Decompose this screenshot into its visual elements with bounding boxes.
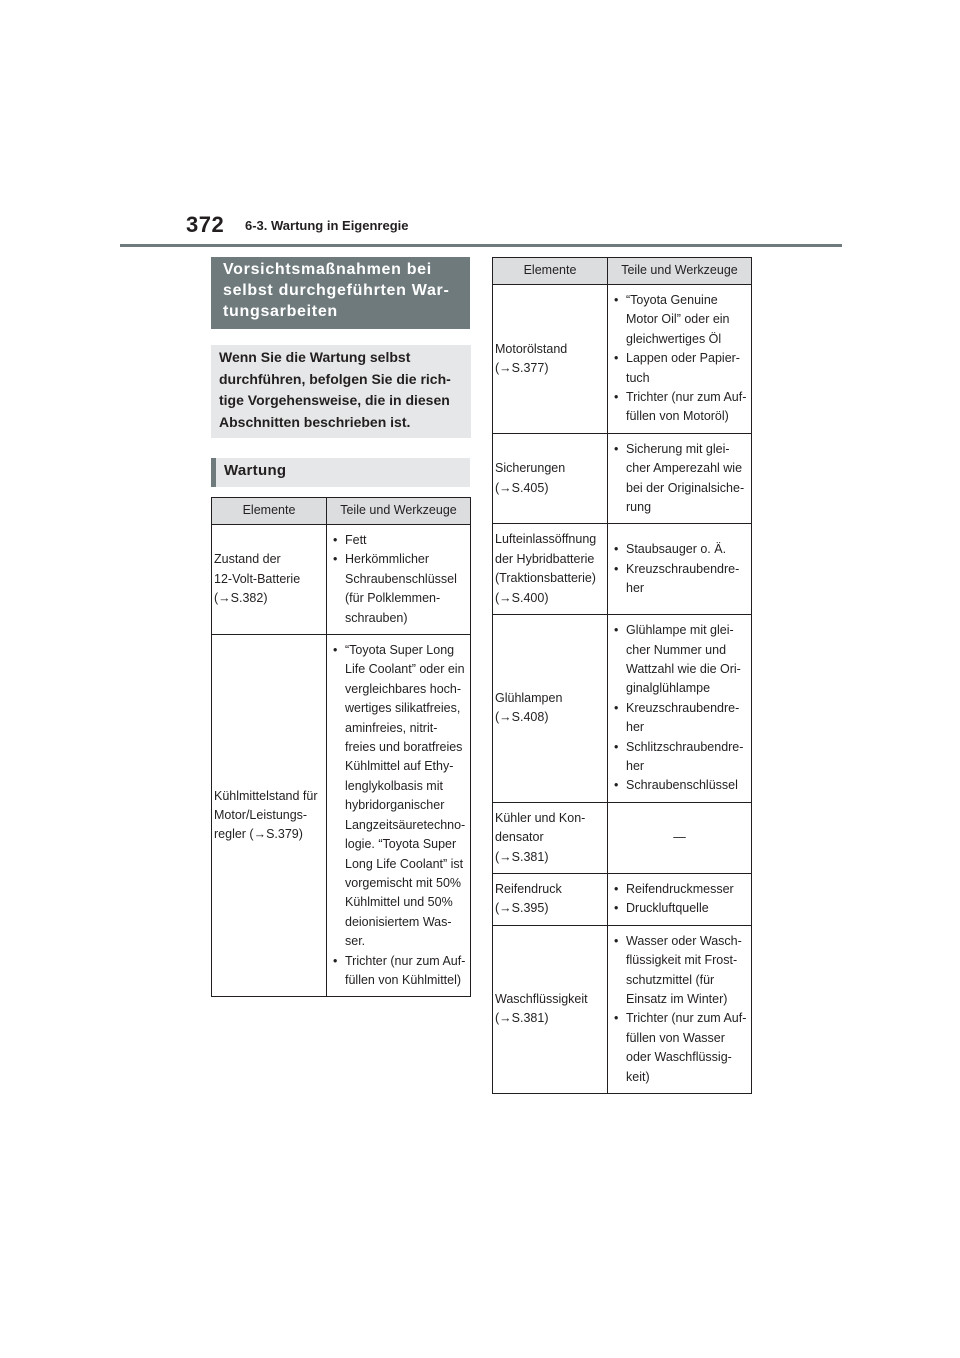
tools-cell bbox=[327, 525, 471, 635]
tool-line: bei der Originalsiche- bbox=[626, 480, 745, 495]
tool-line: rung bbox=[626, 500, 652, 515]
element-line: Lufteinlassöffnung bbox=[495, 532, 597, 547]
tool-line: Motor Oil” oder ein bbox=[626, 312, 730, 327]
caution-title-line: Vorsichtsmaßnahmen bei bbox=[223, 261, 432, 278]
element-line: (→S.382) bbox=[214, 591, 268, 606]
empty-dash: — bbox=[673, 830, 686, 845]
caution-title-line: tungsarbeiten bbox=[223, 303, 338, 320]
tool-line: schutzmittel (für bbox=[626, 972, 715, 987]
tools-cell bbox=[608, 873, 752, 925]
tool-line: • Wasser oder Wasch- bbox=[626, 933, 742, 948]
element-line: (→S.377) bbox=[495, 360, 549, 375]
tool-line: • Fett bbox=[345, 533, 367, 547]
element-line: Glühlampen bbox=[495, 691, 563, 706]
tool-line: her bbox=[626, 580, 645, 595]
table-row bbox=[212, 525, 471, 635]
tool-line: freies und boratfreies bbox=[345, 740, 463, 755]
element-line: der Hybridbatterie bbox=[495, 551, 595, 566]
element-cell bbox=[493, 802, 608, 873]
element-cell bbox=[493, 524, 608, 615]
tool-line: • Sicherung mit glei- bbox=[626, 441, 730, 456]
tool-line: Einsatz im Winter) bbox=[626, 992, 728, 1006]
element-cell bbox=[212, 525, 327, 635]
element-line: regler (→S.379) bbox=[214, 827, 303, 842]
table-row bbox=[493, 433, 752, 524]
tool-line: oder Waschflüssig- bbox=[626, 1050, 732, 1065]
section-label: 6-3. Wartung in Eigenregie bbox=[245, 218, 409, 233]
element-line: Zustand der bbox=[214, 552, 281, 567]
tool-line: • Trichter (nur zum Auf- bbox=[626, 390, 747, 405]
tools-cell bbox=[608, 433, 752, 524]
tool-line: Langzeitsäuretechno- bbox=[345, 817, 466, 832]
tool-line: cher Amperezahl wie bbox=[626, 461, 743, 476]
tool-line: • “Toyota Genuine bbox=[626, 293, 718, 307]
element-line: Reifendruck bbox=[495, 881, 562, 896]
header-divider bbox=[120, 244, 842, 247]
tool-line: • Herkömmlicher bbox=[345, 552, 430, 567]
tool-item bbox=[610, 899, 749, 918]
element-line: 12-Volt-Batterie bbox=[214, 571, 301, 586]
element-cell bbox=[493, 873, 608, 925]
tool-line: lenglykolbasis mit bbox=[345, 778, 443, 793]
tool-line: logie. “Toyota Super bbox=[345, 837, 457, 852]
tool-line: Kühlmittel auf Ethy- bbox=[345, 759, 454, 774]
page-number: 372 bbox=[186, 212, 225, 237]
intro-line: durchführen, befolgen Sie die rich- bbox=[219, 370, 451, 387]
tool-item bbox=[610, 388, 749, 427]
tools-cell bbox=[608, 802, 752, 873]
tool-line: schrauben) bbox=[345, 610, 408, 625]
tool-line: keit) bbox=[626, 1069, 650, 1084]
tool-item bbox=[610, 560, 749, 599]
tool-item bbox=[329, 531, 468, 550]
table-header-row bbox=[212, 498, 471, 525]
tool-item bbox=[610, 776, 749, 795]
tool-line: her bbox=[626, 720, 645, 735]
tool-line: • Trichter (nur zum Auf- bbox=[626, 1011, 747, 1026]
tools-cell bbox=[608, 615, 752, 803]
tools-list bbox=[610, 621, 749, 796]
tool-line: vergleichbares hoch- bbox=[345, 681, 462, 696]
tools-cell bbox=[327, 635, 471, 997]
table-header-row bbox=[493, 258, 752, 285]
element-cell bbox=[493, 615, 608, 803]
tools-list bbox=[610, 540, 749, 598]
tool-line: • Schraubenschlüssel bbox=[626, 778, 738, 793]
tools-list bbox=[610, 880, 749, 919]
element-line: (→S.381) bbox=[495, 1011, 549, 1026]
left-table-body bbox=[212, 525, 471, 997]
element-line: (Traktionsbatterie) bbox=[495, 571, 596, 586]
table-row bbox=[493, 925, 752, 1093]
element-line: densator bbox=[495, 830, 544, 845]
tools-list bbox=[329, 641, 468, 990]
tools-list bbox=[610, 440, 749, 518]
tool-line: vorgemischt mit 50% bbox=[345, 875, 462, 890]
tool-line: (für Polklemmen- bbox=[345, 591, 441, 606]
tool-item bbox=[329, 641, 468, 952]
element-line: Kühler und Kon- bbox=[495, 810, 586, 825]
tool-line: • Kreuzschraubendre- bbox=[626, 561, 740, 576]
tool-line: Long Life Coolant” ist bbox=[345, 856, 464, 871]
tool-item bbox=[610, 880, 749, 899]
tools-cell bbox=[608, 925, 752, 1093]
caution-title-line: selbst durchgeführten War- bbox=[223, 282, 450, 299]
tools-list bbox=[329, 531, 468, 628]
tool-line: ser. bbox=[345, 934, 366, 949]
tools-list bbox=[610, 932, 749, 1087]
intro-text-box bbox=[211, 345, 471, 438]
element-line: Sicherungen bbox=[495, 461, 566, 476]
table-row bbox=[493, 285, 752, 434]
element-line: (→S.400) bbox=[495, 590, 549, 605]
intro-line: Abschnitten beschrieben ist. bbox=[219, 414, 411, 431]
tool-line: • Kreuzschraubendre- bbox=[626, 700, 740, 715]
tool-item bbox=[329, 952, 468, 991]
header-teile-werkzeuge: Teile und Werkzeuge bbox=[608, 258, 752, 285]
element-line: (→S.395) bbox=[495, 901, 549, 916]
header-elemente: Elemente bbox=[493, 258, 608, 285]
tool-line: Life Coolant” oder ein bbox=[345, 662, 465, 677]
element-line: (→S.405) bbox=[495, 480, 549, 495]
tool-line: • Druckluftquelle bbox=[626, 901, 709, 916]
tool-line: tuch bbox=[626, 370, 650, 385]
element-cell bbox=[493, 285, 608, 434]
tool-line: Schraubenschlüssel bbox=[345, 571, 457, 586]
tool-line: gleichwertiges Öl bbox=[626, 331, 722, 346]
caution-title-box bbox=[211, 257, 470, 329]
section-heading-wartung: Wartung bbox=[211, 458, 470, 487]
element-line: Kühlmittelstand für bbox=[214, 788, 318, 803]
tool-line: cher Nummer und bbox=[626, 642, 727, 657]
tool-item bbox=[610, 540, 749, 559]
tool-line: wertiges silikatfreies, bbox=[345, 701, 461, 716]
tool-item bbox=[610, 1009, 749, 1087]
element-cell bbox=[493, 433, 608, 524]
tool-line: deionisiertem Was- bbox=[345, 914, 452, 929]
element-line: Waschflüssigkeit bbox=[495, 992, 588, 1006]
tool-item bbox=[610, 440, 749, 518]
tool-line: füllen von Wasser bbox=[626, 1030, 725, 1045]
tool-item bbox=[610, 932, 749, 1010]
element-line: (→S.381) bbox=[495, 849, 549, 864]
tool-line: Wattzahl wie die Ori- bbox=[626, 661, 741, 676]
element-line: Motor/Leistungs- bbox=[214, 807, 308, 822]
tool-item bbox=[610, 738, 749, 777]
tool-line: ginalglühlampe bbox=[626, 681, 711, 696]
tool-item bbox=[610, 621, 749, 699]
element-cell bbox=[493, 925, 608, 1093]
left-parts-table bbox=[211, 497, 471, 997]
table-row bbox=[212, 635, 471, 997]
tool-line: füllen von Kühlmittel) bbox=[345, 972, 462, 987]
table-row bbox=[493, 802, 752, 873]
tool-item bbox=[610, 291, 749, 349]
tool-item bbox=[610, 699, 749, 738]
tool-line: • Schlitzschraubendre- bbox=[626, 739, 744, 754]
right-table-body bbox=[493, 285, 752, 1094]
tools-list bbox=[610, 291, 749, 427]
tool-line: flüssigkeit mit Frost- bbox=[626, 953, 738, 968]
right-parts-table bbox=[492, 257, 752, 1094]
table-row bbox=[493, 615, 752, 803]
tool-line: • Lappen oder Papier- bbox=[626, 351, 740, 366]
table-row bbox=[493, 873, 752, 925]
tool-line: hybridorganischer bbox=[345, 798, 445, 813]
intro-line: tige Vorgehensweise, die in diesen bbox=[219, 392, 450, 409]
element-line: Motorölstand bbox=[495, 341, 568, 356]
tool-line: • “Toyota Super Long bbox=[345, 643, 455, 658]
table-row bbox=[493, 524, 752, 615]
tool-line: • Reifendruckmesser bbox=[626, 881, 734, 896]
tool-line: aminfreies, nitrit- bbox=[345, 720, 438, 735]
tool-line: her bbox=[626, 758, 645, 773]
tool-line: • Staubsauger o. Ä. bbox=[626, 542, 727, 557]
element-cell bbox=[212, 635, 327, 997]
tool-item bbox=[610, 349, 749, 388]
tool-line: füllen von Motoröl) bbox=[626, 409, 729, 424]
tool-line: Kühlmittel und 50% bbox=[345, 895, 453, 910]
element-line: (→S.408) bbox=[495, 710, 549, 725]
header-teile-werkzeuge: Teile und Werkzeuge bbox=[327, 498, 471, 525]
tools-cell bbox=[608, 285, 752, 434]
tool-item bbox=[329, 550, 468, 628]
intro-line: Wenn Sie die Wartung selbst bbox=[219, 349, 411, 365]
tool-line: • Glühlampe mit glei- bbox=[626, 623, 734, 638]
tools-cell bbox=[608, 524, 752, 615]
header-elemente: Elemente bbox=[212, 498, 327, 525]
tool-line: • Trichter (nur zum Auf- bbox=[345, 953, 466, 968]
